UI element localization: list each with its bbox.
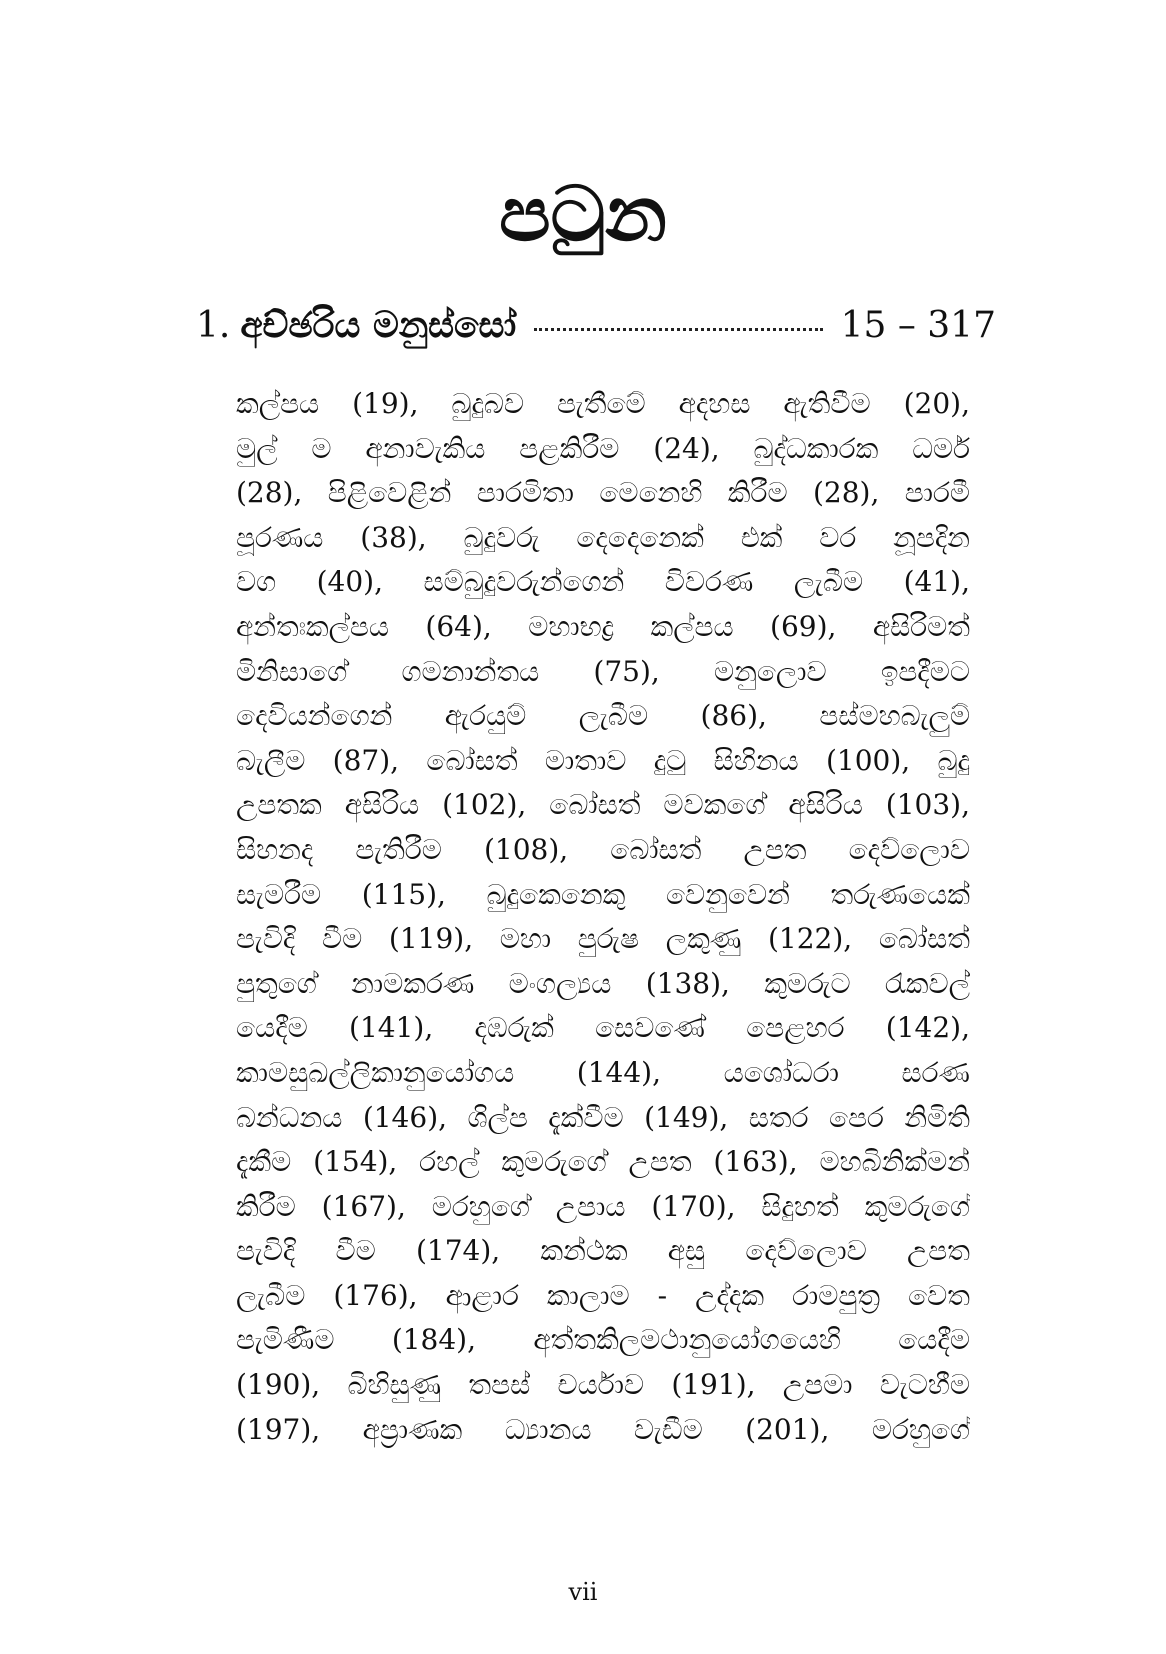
toc-dot-leader <box>534 328 822 331</box>
contents-line: (28), පිළිවෙළින් පාරමිතා මෙනෙහි කිරීම (28), පාරමී <box>236 476 970 510</box>
toc-entry-title: අච්ඡරිය මනුස්සෝ <box>240 304 517 346</box>
toc-entry-contents <box>236 382 970 1452</box>
contents-line: පැමිණීම (184), අත්තකිලමථානුයෝගයෙහි යෙදීම <box>236 1323 970 1357</box>
toc-entry <box>196 302 996 350</box>
toc-entry-pages: 15 – 317 <box>840 305 996 346</box>
contents-line: පූරණය (38), බුදුවරු දෙදෙනෙක් එක් වර නූපදින <box>236 520 970 554</box>
contents-line: යෙදීම (141), දඹරුක් සෙවණේ පෙළහර (142), <box>236 1011 970 1045</box>
contents-line: ලැබීම (176), ආළාර කාලාම - උද්දක රාමපුත්‍ර වෙත <box>236 1278 970 1312</box>
contents-line: වග (40), සම්බුදුවරුන්ගෙන් විවරණ ලැබීම (41), <box>236 565 970 599</box>
toc-entry-number: 1. <box>196 305 231 346</box>
contents-line: පුතුගේ නාමකරණ මංගල්‍යය (138), කුමරුට රැකවල් <box>236 966 970 1000</box>
contents-line: දැකීම (154), රහල් කුමරුගේ උපත (163), මහබිනික්මන් <box>236 1145 970 1179</box>
contents-line: සැමරීම (115), බුදුකෙනෙකු වෙනුවෙන් තරුණයෙක් <box>236 877 970 911</box>
page-title: පටුන <box>499 169 667 258</box>
contents-line: කාමසුඛල්ලිකානුයෝගය (144), යශෝධරා සරණ <box>236 1055 970 1089</box>
contents-line: මුල් ම අනාවැකිය පළකිරීම (24), බුද්ධකාරක ධර්ම <box>236 431 970 465</box>
contents-line: බන්ධනය (146), ශිල්ප දැක්වීම (149), සතර පෙර නිමිති <box>236 1100 970 1134</box>
contents-line: අන්තඃකල්පය (64), මහාභද්‍ර කල්පය (69), අසිරිමත් <box>236 609 970 643</box>
contents-line: සිහනද පැතිරීම (108), බෝසත් උපත දෙව්ලොව <box>236 832 970 866</box>
page-number: vii <box>568 1578 598 1606</box>
contents-line: දෙවියන්ගෙන් ඇරයුම් ලැබීම (86), පස්මහබැලුම් <box>236 699 970 733</box>
contents-line: කල්පය (19), බුදුබව පැතීමේ අදහස ඇතිවීම (20), <box>236 387 970 420</box>
contents-line: බැලීම (87), බෝසත් මාතාව දුටු සිහිනය (100), බුදු <box>236 743 970 777</box>
contents-line: මිනිසාගේ ගමනාන්තය (75), මනුලොව ඉපදීමට <box>236 654 970 688</box>
contents-line: (190), බිහිසුණු තපස් චර්යාව (191), උපමා වැටහීම <box>236 1368 970 1402</box>
contents-line: උපතක අසිරිය (102), බෝසත් මවකගේ අසිරිය (103), <box>236 788 970 822</box>
contents-line: කිරීම (167), මරහුගේ උපාය (170), සිදුහත් කුමරුගේ <box>236 1189 970 1223</box>
contents-line: (197), අප්‍රාණක ධ්‍යානය වැඩීම (201), මරහුගේ <box>236 1412 970 1446</box>
contents-line: පැවිදි වීම (174), කන්ථක අසු දෙව්ලොව උපත <box>236 1234 970 1268</box>
contents-line: පැවිදි වීම (119), මහා පුරුෂ ලකුණු (122), බෝසත් <box>236 922 970 956</box>
